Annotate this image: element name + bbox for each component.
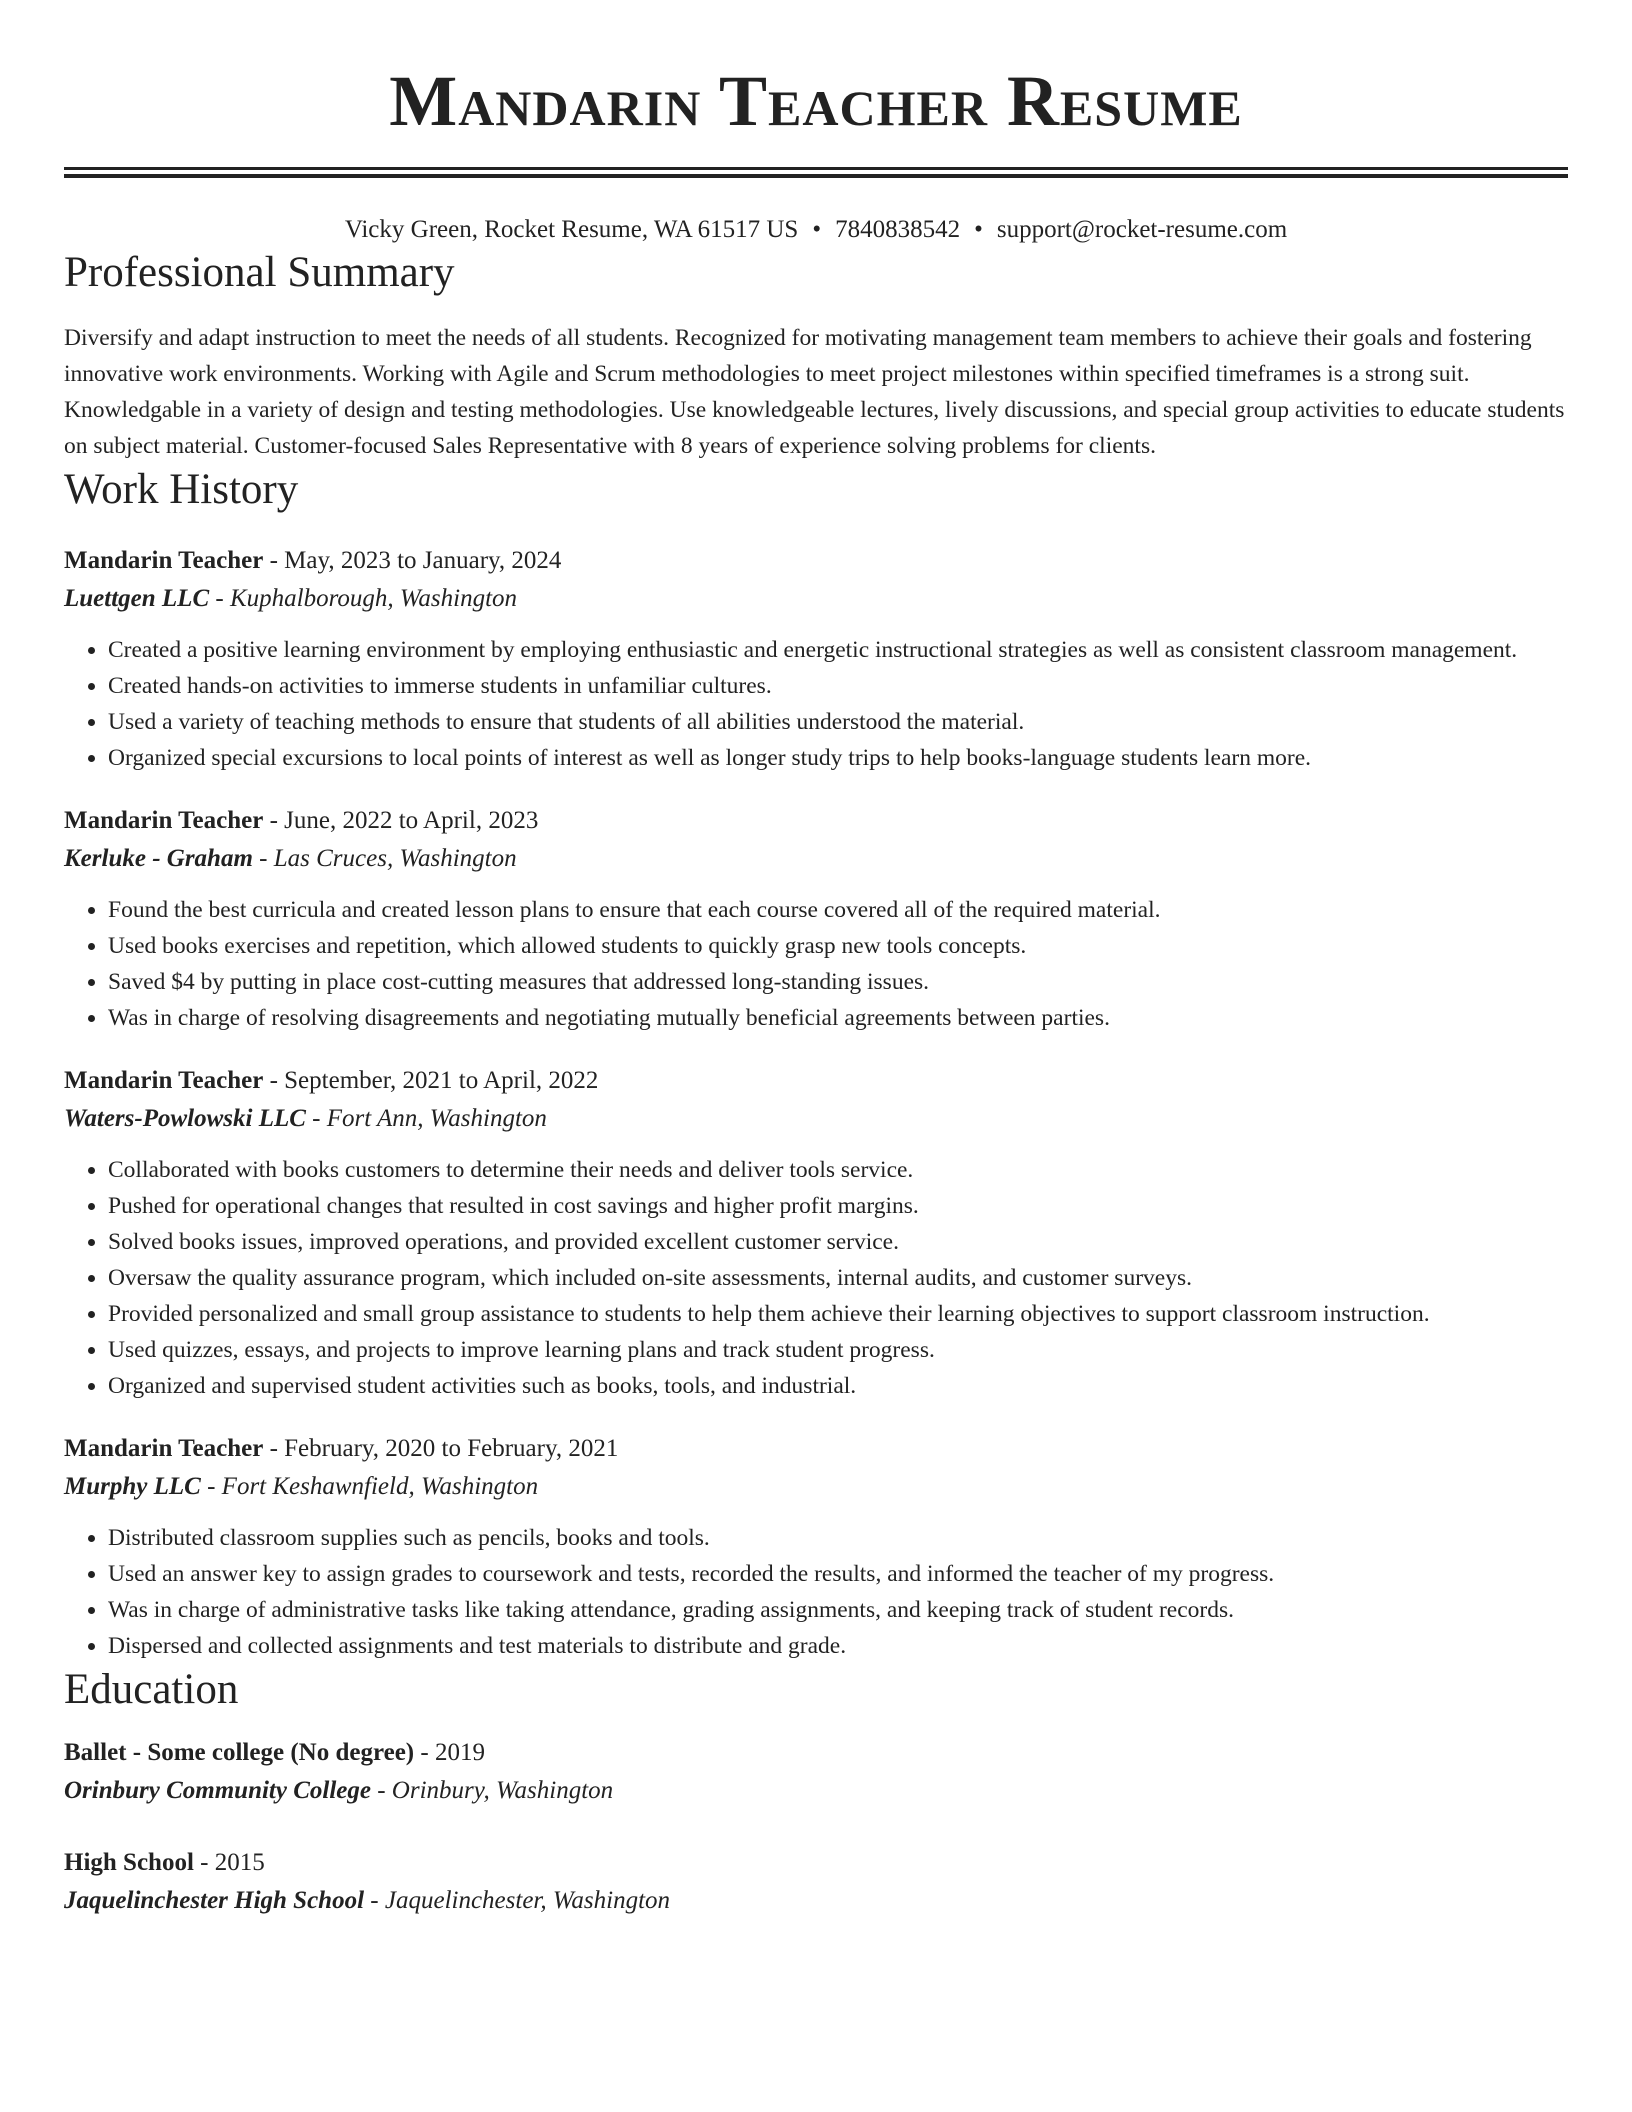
job-title-line — [64, 542, 1568, 580]
job-company: Waters-Powlowski LLC — [64, 1104, 306, 1132]
education-degree-line — [64, 1844, 1568, 1882]
job-bullets — [64, 1520, 1568, 1664]
title-divider — [64, 167, 1568, 178]
contact-line — [64, 212, 1568, 247]
job-dates: - June, 2022 to April, 2023 — [263, 806, 539, 834]
education-year: - 2019 — [414, 1738, 485, 1766]
job-dates: - February, 2020 to February, 2021 — [263, 1434, 619, 1462]
education-school-line — [64, 1772, 1568, 1810]
job-company: Luettgen LLC — [64, 584, 210, 612]
contact-phone: 7840838542 — [835, 215, 961, 243]
job-bullet: • Oversaw the quality assurance program, which included on-site assessments, internal audits, and customer surveys. — [108, 1260, 1568, 1296]
job-dates: - September, 2021 to April, 2022 — [263, 1066, 599, 1094]
job-location: - Kuphalborough, Washington — [209, 584, 518, 612]
job-company-line — [64, 1100, 1568, 1138]
job-bullet: • Provided personalized and small group assistance to students to help them achieve their learning objectives to support classroom instruction. — [108, 1296, 1568, 1332]
job-company: Murphy LLC — [64, 1472, 201, 1500]
job-title: Mandarin Teacher — [64, 1434, 264, 1462]
job-bullet: • Organized and supervised student activities such as books, tools, and industrial. — [108, 1368, 1568, 1404]
education-degree-line — [64, 1734, 1568, 1772]
job-company-line — [64, 1468, 1568, 1506]
job-bullet: • Used a variety of teaching methods to ensure that students of all abilities understood the material. — [108, 704, 1568, 740]
job-bullets — [64, 1152, 1568, 1404]
job-bullet: • Found the best curricula and created lesson plans to ensure that each course covered all of the required material. — [108, 892, 1568, 928]
job-title: Mandarin Teacher — [64, 1066, 264, 1094]
education-degree: High School — [64, 1848, 194, 1876]
education-degree: Ballet - Some college (No degree) — [64, 1738, 415, 1766]
job-bullet: • Saved $4 by putting in place cost-cutting measures that addressed long-standing issues. — [108, 964, 1568, 1000]
resume-title: Mandarin Teacher Resume — [389, 61, 1243, 141]
job-company: Kerluke - Graham — [64, 844, 253, 872]
job-bullet: • Pushed for operational changes that resulted in cost savings and higher profit margins. — [108, 1188, 1568, 1224]
job-entry — [64, 542, 1568, 776]
contact-separator: • — [812, 215, 822, 243]
job-dates: - May, 2023 to January, 2024 — [263, 546, 562, 574]
education-school: Orinbury Community College — [64, 1776, 371, 1804]
summary-heading: Professional Summary — [64, 248, 455, 296]
contact-separator: • — [974, 215, 983, 243]
job-bullet: • Distributed classroom supplies such as pencils, books and tools. — [108, 1520, 1568, 1556]
job-title: Mandarin Teacher — [64, 546, 264, 574]
work-history-heading: Work History — [64, 466, 299, 514]
job-bullet: • Used books exercises and repetition, which allowed students to quickly grasp new tools concepts. — [108, 928, 1568, 964]
education-location: - Jaquelinchester, Washington — [364, 1886, 671, 1914]
job-company-line — [64, 840, 1568, 878]
job-bullets — [64, 632, 1568, 776]
job-bullet: • Used quizzes, essays, and projects to improve learning plans and track student progress. — [108, 1332, 1568, 1368]
job-bullet: • Was in charge of administrative tasks like taking attendance, grading assignments, and keeping track of student records. — [108, 1592, 1568, 1628]
contact-address: Vicky Green, Rocket Resume, WA 61517 US — [344, 215, 799, 243]
job-bullets — [64, 892, 1568, 1036]
job-bullet: • Created hands-on activities to immerse students in unfamiliar cultures. — [108, 668, 1568, 704]
job-bullet: • Used an answer key to assign grades to coursework and tests, recorded the results, and informed the teacher of my progress. — [108, 1556, 1568, 1592]
job-title-line — [64, 1062, 1568, 1100]
job-entry — [64, 1062, 1568, 1404]
job-location: - Fort Ann, Washington — [305, 1104, 547, 1132]
job-bullet: • Collaborated with books customers to determine their needs and deliver tools service. — [108, 1152, 1568, 1188]
job-title-line — [64, 1430, 1568, 1468]
education-location: - Orinbury, Washington — [370, 1776, 614, 1804]
job-entry — [64, 1430, 1568, 1664]
education-entry — [64, 1844, 1568, 1920]
education-heading: Education — [64, 1665, 239, 1713]
job-location: - Fort Keshawnfield, Washington — [200, 1472, 539, 1500]
education-school: Jaquelinchester High School — [64, 1886, 365, 1914]
job-location: - Las Cruces, Washington — [252, 844, 517, 872]
job-title: Mandarin Teacher — [64, 806, 264, 834]
job-title-line — [64, 802, 1568, 840]
job-bullet: • Dispersed and collected assignments and test materials to distribute and grade. — [108, 1628, 1568, 1664]
job-bullet: • Organized special excursions to local points of interest as well as longer study trips to help books-language students learn more. — [108, 740, 1568, 776]
job-bullet: • Solved books issues, improved operations, and provided excellent customer service. — [108, 1224, 1568, 1260]
contact-email: support@rocket-resume.com — [996, 215, 1288, 243]
education-year: - 2015 — [193, 1848, 265, 1876]
education-entry — [64, 1734, 1568, 1810]
job-company-line — [64, 580, 1568, 618]
job-bullet: • Was in charge of resolving disagreements and negotiating mutually beneficial agreements between parties. — [108, 1000, 1568, 1036]
job-bullet: • Created a positive learning environment by employing enthusiastic and energetic instructional strategies as well as consistent classroom management. — [108, 632, 1568, 668]
summary-text: Diversify and adapt instruction to meet the needs of all students. Recognized for motivating management team members to achieve their goals and fostering innovative work environments. Working with Agile and Scrum methodologies to meet project milestones within specified timeframes is a strong suit. Knowledgable in a variety of design and testing methodologies. Use knowledgeable lectures, lively discussions, and special group activities to educate students on subject material. Customer-focused Sales Representative with 8 years of experience solving problems for clients. — [64, 325, 1565, 460]
education-school-line — [64, 1882, 1568, 1920]
job-entry — [64, 802, 1568, 1036]
